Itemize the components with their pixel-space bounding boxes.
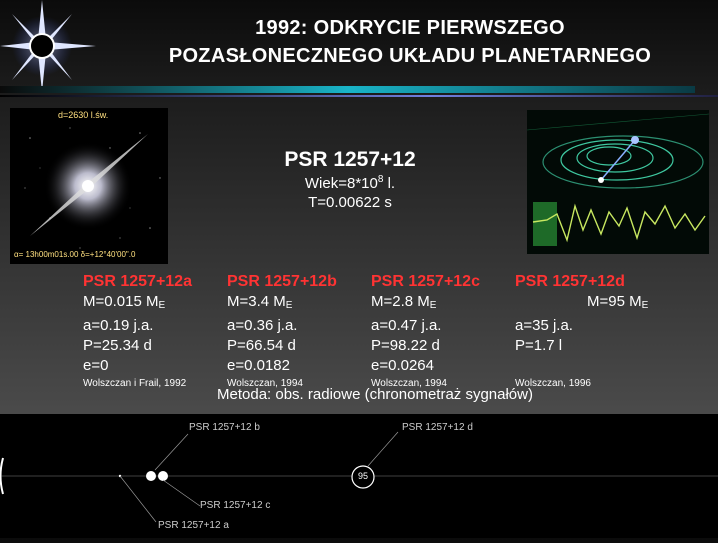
planet-column-b bbox=[227, 272, 337, 392]
pulsar-period: T=0.00622 s bbox=[308, 194, 392, 211]
planet-mass-unit: E bbox=[429, 300, 437, 311]
coordinates-label: α= 13h00m01s.00 δ=+12°40'00".0 bbox=[14, 250, 136, 259]
orbit-illustration bbox=[527, 110, 709, 254]
label-planet-c: PSR 1257+12 c bbox=[200, 500, 271, 511]
planet-semimajor-axis: a=0.36 j.a. bbox=[227, 317, 298, 334]
planet-mass-value: M=2.8 M bbox=[371, 293, 430, 310]
planet-column-d bbox=[515, 272, 648, 392]
planet-semimajor-axis: a=35 j.a. bbox=[515, 317, 573, 334]
planet-mass bbox=[371, 292, 480, 316]
orbit-signal-graphic bbox=[527, 110, 709, 254]
pulsar-name: PSR 1257+12 bbox=[284, 148, 416, 171]
planet-reference: Wolszczan, 1994 bbox=[227, 378, 303, 389]
planet-mass-value: M=95 M bbox=[587, 293, 642, 310]
title-line-2: POZASŁONECZNEGO UKŁADU PLANETARNEGO bbox=[168, 45, 652, 67]
planet-name: PSR 1257+12c bbox=[371, 273, 480, 290]
title-line-1: 1992: ODKRYCIE PIERWSZEGO bbox=[255, 17, 565, 39]
pulsar-glow-image bbox=[10, 108, 168, 264]
planet-column-c bbox=[371, 272, 480, 392]
pulsar-age-exponent: 8 bbox=[377, 174, 384, 185]
system-scale-diagram bbox=[0, 414, 718, 538]
planet-name: PSR 1257+12b bbox=[227, 273, 337, 290]
marker-planet-d: 95 bbox=[357, 471, 368, 481]
planet-reference: Wolszczan i Frail, 1992 bbox=[83, 378, 187, 389]
planet-mass-unit: E bbox=[158, 300, 166, 311]
planet-name: PSR 1257+12a bbox=[83, 273, 192, 290]
planet-eccentricity: e=0.0182 bbox=[227, 357, 290, 374]
planet-mass bbox=[83, 292, 192, 316]
method-note: Metoda: obs. radiowe (chronometraż sygnałów) bbox=[217, 386, 533, 403]
planet-semimajor-axis: a=0.47 j.a. bbox=[371, 317, 442, 334]
pulsar-age bbox=[230, 174, 470, 192]
pulsar-info bbox=[230, 148, 470, 211]
starburst-icon bbox=[0, 0, 100, 96]
planet-period: P=98.22 d bbox=[371, 337, 440, 354]
label-planet-b: PSR 1257+12 b bbox=[189, 422, 260, 433]
distance-label: d=2630 l.św. bbox=[58, 110, 109, 120]
planet-eccentricity bbox=[515, 356, 648, 376]
pulsar-age-text: Wiek=8*10 bbox=[304, 175, 378, 192]
label-planet-d: PSR 1257+12 d bbox=[402, 422, 473, 433]
planet-period: P=1.7 l bbox=[515, 337, 563, 354]
planet-mass bbox=[515, 292, 648, 316]
title-divider bbox=[0, 86, 718, 98]
planet-reference: Wolszczan, 1996 bbox=[515, 378, 591, 389]
planet-eccentricity: e=0.0264 bbox=[371, 357, 434, 374]
planet-mass-value: M=3.4 M bbox=[227, 293, 286, 310]
planet-reference: Wolszczan, 1994 bbox=[371, 378, 447, 389]
pulsar-photo bbox=[10, 108, 168, 264]
planet-mass-value: M=0.015 M bbox=[83, 293, 159, 310]
planet-period: P=25.34 d bbox=[83, 337, 152, 354]
label-planet-a: PSR 1257+12 a bbox=[158, 520, 229, 531]
page-title bbox=[110, 14, 710, 70]
planet-column-a bbox=[83, 272, 192, 392]
planet-semimajor-axis: a=0.19 j.a. bbox=[83, 317, 154, 334]
planet-mass-unit: E bbox=[641, 300, 649, 311]
planet-eccentricity: e=0 bbox=[83, 357, 109, 374]
pulsar-age-unit: l. bbox=[383, 175, 396, 192]
planet-name: PSR 1257+12d bbox=[515, 273, 625, 290]
planet-mass-unit: E bbox=[285, 300, 293, 311]
planet-mass bbox=[227, 292, 337, 316]
planet-period: P=66.54 d bbox=[227, 337, 296, 354]
